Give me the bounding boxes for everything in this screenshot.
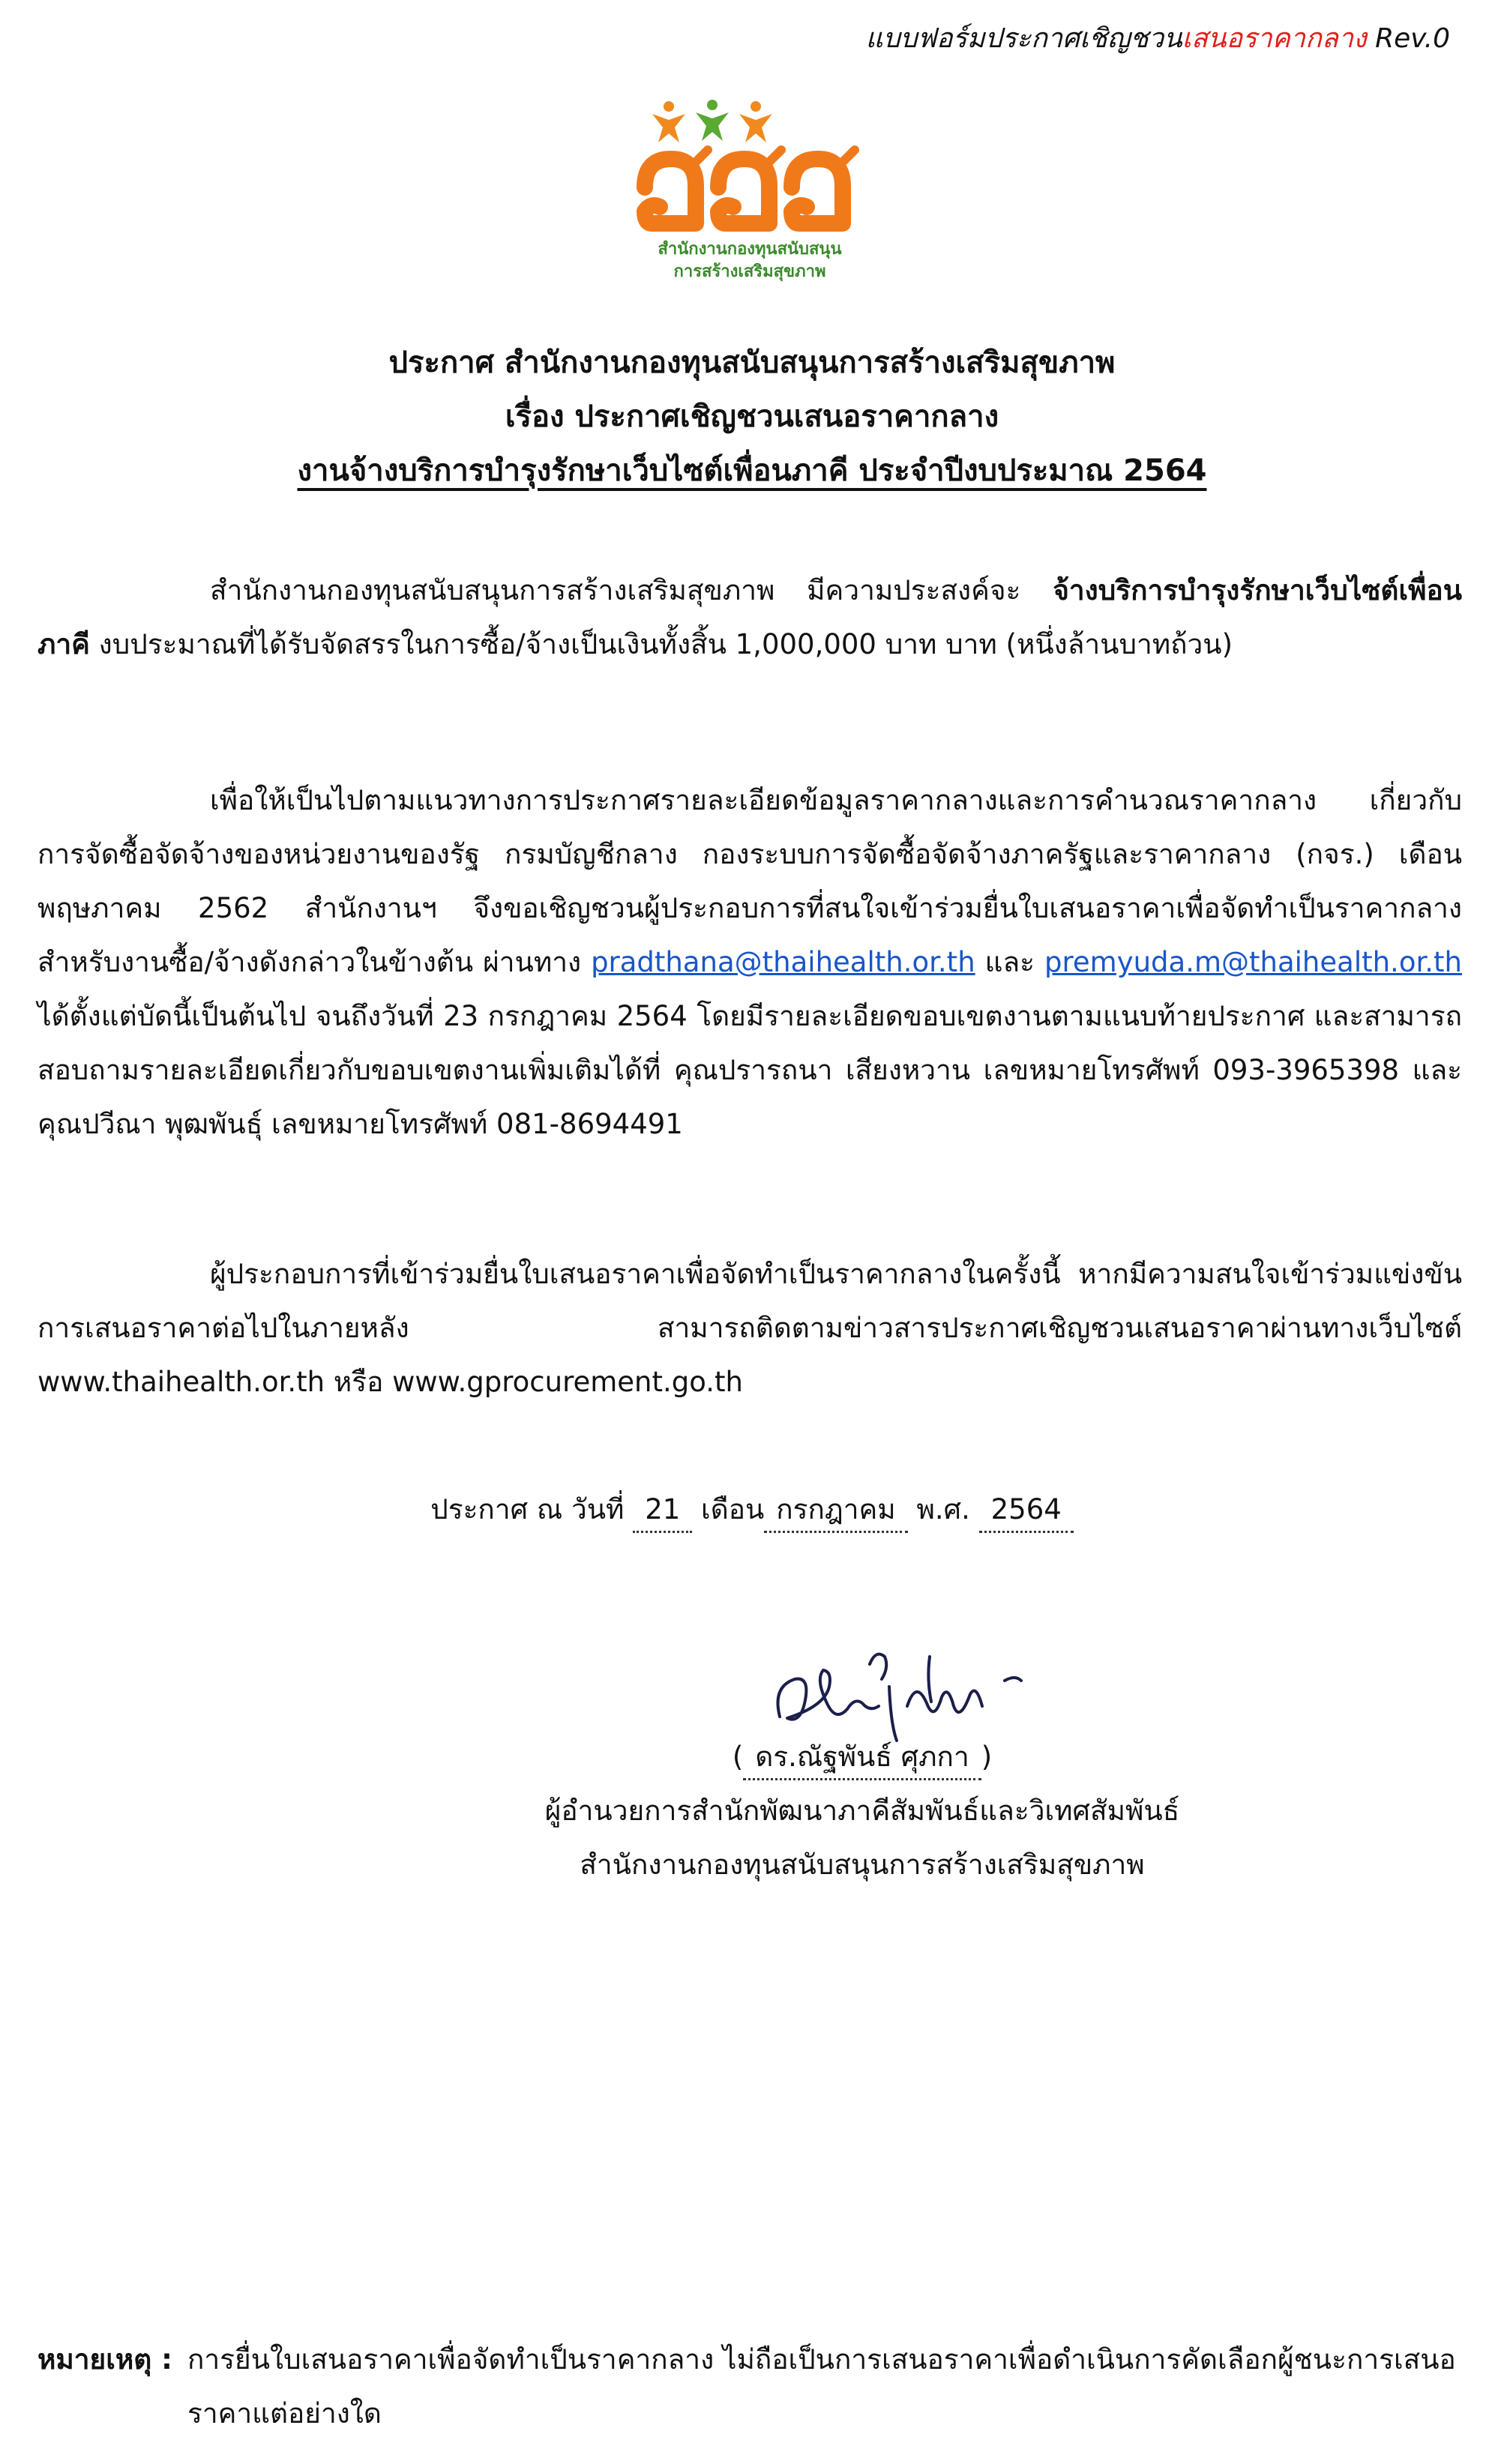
date-day: 21	[633, 1489, 692, 1533]
signatory-block	[465, 1730, 1260, 1892]
footnote-label: หมายเหตุ :	[37, 2343, 172, 2376]
paragraph2-text1: เพื่อให้เป็นไปตามแนวทางการประกาศรายละเอียดข้อมูลราคากลางและการคำนวณราคากลาง เกี่ยวกับการจัดซื้อจัดจ้างของหน่วยงานของรัฐ กรมบัญชีกลาง กองระบบการจัดซื้อจัดจ้างภาครัฐและราคากลาง (กจร.) เดือนพฤษภาคม 2562 สำนักงานฯ จึงขอเชิญชวนผู้ประกอบการที่สนใจเข้าร่วมยื่นใบเสนอราคาเพื่อจัดทำเป็นราคากลางสำหรับงานซื้อ/จ้างดังกล่าวในข้างต้น ผ่านทาง	[37, 784, 1462, 978]
paragraph2-text2: ได้ตั้งแต่บัดนี้เป็นต้นไป จนถึงวันที่ 23 กรกฎาคม 2564 โดยมีรายละเอียดขอบเขตงานตามแนบท้ายประกาศ และสามารถสอบถามรายละเอียดเกี่ยวกับขอบเขตงานเพิ่มเติมได้ที่ คุณปรารถนา เสียงหวาน เลขหมายโทรศัพท์ 093-3965398 และคุณปวีณา พุฒพันธุ์ เลขหมายโทรศัพท์ 081-8694491	[37, 1000, 1462, 1140]
form-tag-highlight: เสนอราคากลาง	[1182, 23, 1367, 54]
announcement-heading	[0, 336, 1504, 498]
signatory-paren-open: (	[732, 1741, 744, 1773]
signatory-position: ผู้อำนวยการสำนักพัฒนาภาคีสัมพันธ์และวิเทศสัมพันธ์	[544, 1795, 1180, 1827]
announcement-date	[0, 1483, 1504, 1537]
signatory-name-line	[465, 1730, 1260, 1784]
form-version-tag	[866, 16, 1450, 59]
logo-caption-line2: การสร้างเสริมสุขภาพ	[673, 262, 826, 281]
paragraph1-text1: สำนักงานกองทุนสนับสนุนการสร้างเสริมสุขภาพ มีความประสงค์จะ	[210, 574, 1053, 606]
thaihealth-logo	[630, 97, 870, 292]
logo-mark-icon	[630, 97, 870, 240]
paragraph-followup	[37, 1247, 1462, 1409]
form-tag-prefix: แบบฟอร์มประกาศเชิญชวน	[865, 23, 1182, 54]
signatory-organization: สำนักงานกองทุนสนับสนุนการสร้างเสริมสุขภาพ	[580, 1849, 1145, 1881]
footnote-text: การยื่นใบเสนอราคาเพื่อจัดทำเป็นราคากลาง ไม่ถือเป็นการเสนอราคาเพื่อดำเนินการคัดเลือกผู้ชนะการเสนอราคาแต่อย่างใด	[187, 2343, 1456, 2430]
logo-figures-icon	[652, 100, 772, 142]
date-year-label: พ.ศ.	[916, 1493, 970, 1525]
logo-caption	[630, 238, 870, 283]
form-tag-suffix: Rev.0	[1366, 23, 1450, 54]
date-year: 2564	[979, 1489, 1074, 1533]
paragraph1-project-name: จ้างบริการบำรุงรักษาเว็บไซต์เพื่อนภาคี	[37, 574, 1462, 660]
heading-line-1: ประกาศ สำนักงานกองทุนสนับสนุนการสร้างเสริมสุขภาพ	[388, 346, 1116, 380]
email-link-pradthana[interactable]: pradthana@thaihealth.or.th	[591, 946, 975, 978]
paragraph2-joiner: และ	[975, 946, 1045, 978]
date-month-label: เดือน	[701, 1493, 765, 1525]
footnote	[37, 2333, 1477, 2441]
logo-caption-line1: สำนักงานกองทุนสนับสนุน	[658, 240, 842, 259]
signatory-name: ดร.ณัฐพันธ์ ศุภกา	[743, 1736, 981, 1780]
paragraph-invitation	[37, 774, 1462, 1151]
date-month: กรกฎาคม	[764, 1489, 907, 1533]
heading-line-2: เรื่อง ประกาศเชิญชวนเสนอราคากลาง	[505, 400, 999, 434]
paragraph3-text: ผู้ประกอบการที่เข้าร่วมยื่นใบเสนอราคาเพื่อจัดทำเป็นราคากลางในครั้งนี้ หากมีความสนใจเข้าร่วมแข่งขันการเสนอราคาต่อไปในภายหลัง สามารถติดตามข่าวสารประกาศเชิญชวนเสนอราคาผ่านทางเว็บไซต์ www.thaihealth.or.th หรือ www.gprocurement.go.th	[37, 1258, 1462, 1398]
paragraph-budget	[37, 564, 1462, 672]
email-link-premyuda[interactable]: premyuda.m@thaihealth.or.th	[1044, 946, 1462, 978]
paragraph1-text2: งบประมาณที่ได้รับจัดสรรในการซื้อ/จ้างเป็นเงินทั้งสิ้น 1,000,000 บาท บาท (หนึ่งล้านบาทถ้วน)	[89, 628, 1233, 660]
heading-line-3: งานจ้างบริการบำรุงรักษาเว็บไซต์เพื่อนภาคี ประจำปีงบประมาณ 2564	[297, 454, 1207, 488]
signatory-paren-close: )	[981, 1741, 993, 1773]
date-prefix: ประกาศ ณ วันที่	[430, 1493, 625, 1525]
